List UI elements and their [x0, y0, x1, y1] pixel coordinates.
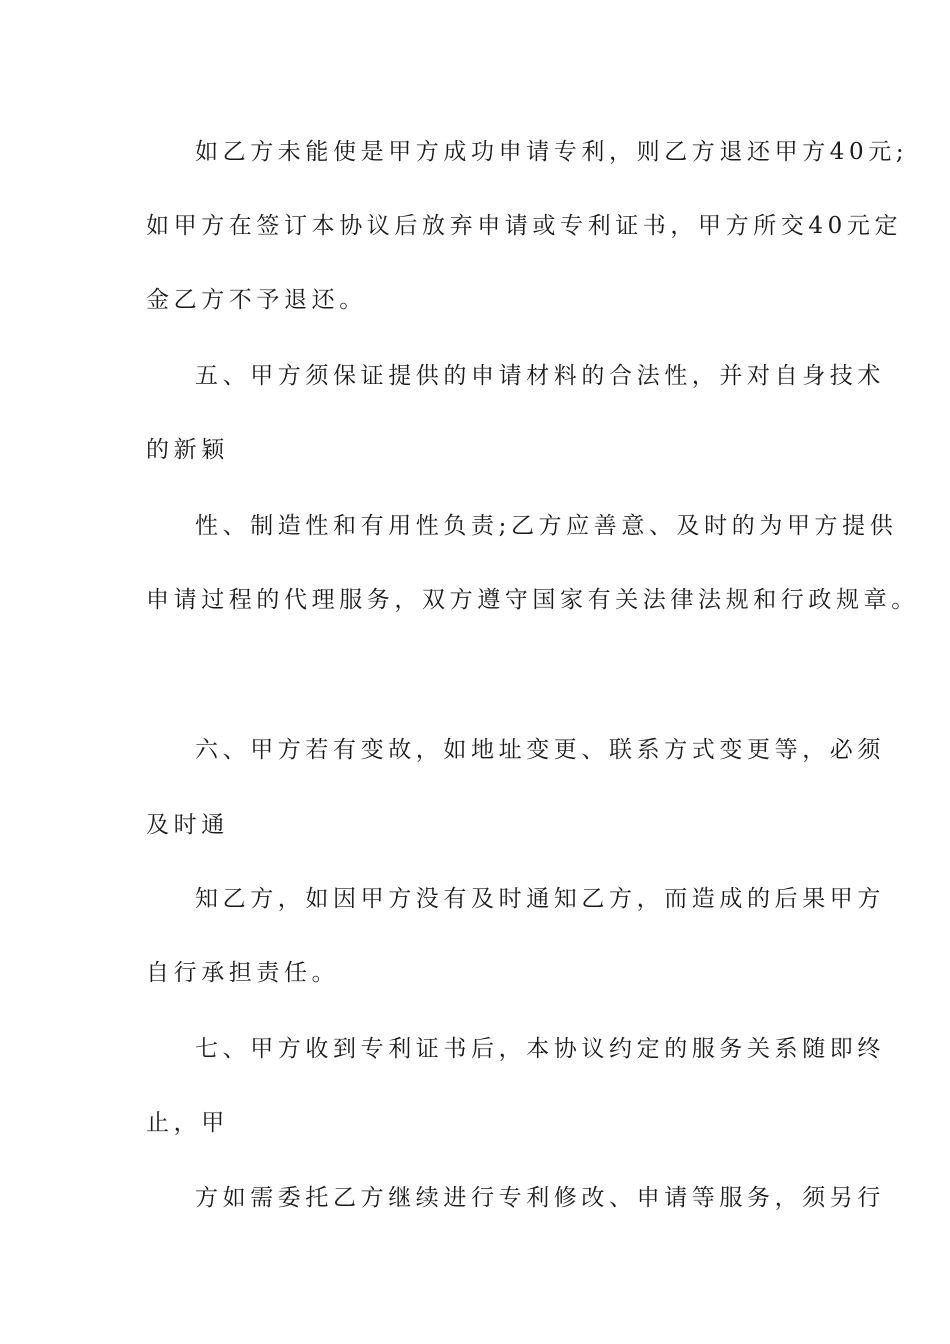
paragraph-line: 六、甲方若有变故，如地址变更、联系方式变更等，必须 — [195, 737, 885, 763]
paragraph-line: 五、甲方须保证提供的申请材料的合法性，并对自身技术 — [195, 363, 885, 389]
paragraph-line: 的新颖 — [146, 437, 229, 463]
paragraph-line: 如乙方未能使是甲方成功申请专利，则乙方退还甲方40元; — [195, 139, 909, 165]
paragraph-line: 及时通 — [146, 812, 229, 838]
paragraph-line: 如甲方在签订本协议后放弃申请或专利证书，甲方所交40元定 — [146, 213, 903, 239]
paragraph-line: 七、甲方收到专利证书后，本协议约定的服务关系随即终 — [195, 1036, 885, 1062]
paragraph-line: 自行承担责任。 — [146, 960, 340, 986]
paragraph-line: 申请过程的代理服务，双方遵守国家有关法律法规和行政规章。 — [146, 587, 919, 613]
paragraph-line: 方如需委托乙方继续进行专利修改、申请等服务，须另行 — [195, 1185, 885, 1211]
paragraph-line: 金乙方不予退还。 — [146, 287, 367, 313]
paragraph-line: 知乙方，如因甲方没有及时通知乙方，而造成的后果甲方 — [195, 886, 885, 912]
paragraph-line: 性、制造性和有用性负责;乙方应善意、及时的为甲方提供 — [195, 513, 898, 539]
paragraph-line: 止，甲 — [146, 1110, 229, 1136]
